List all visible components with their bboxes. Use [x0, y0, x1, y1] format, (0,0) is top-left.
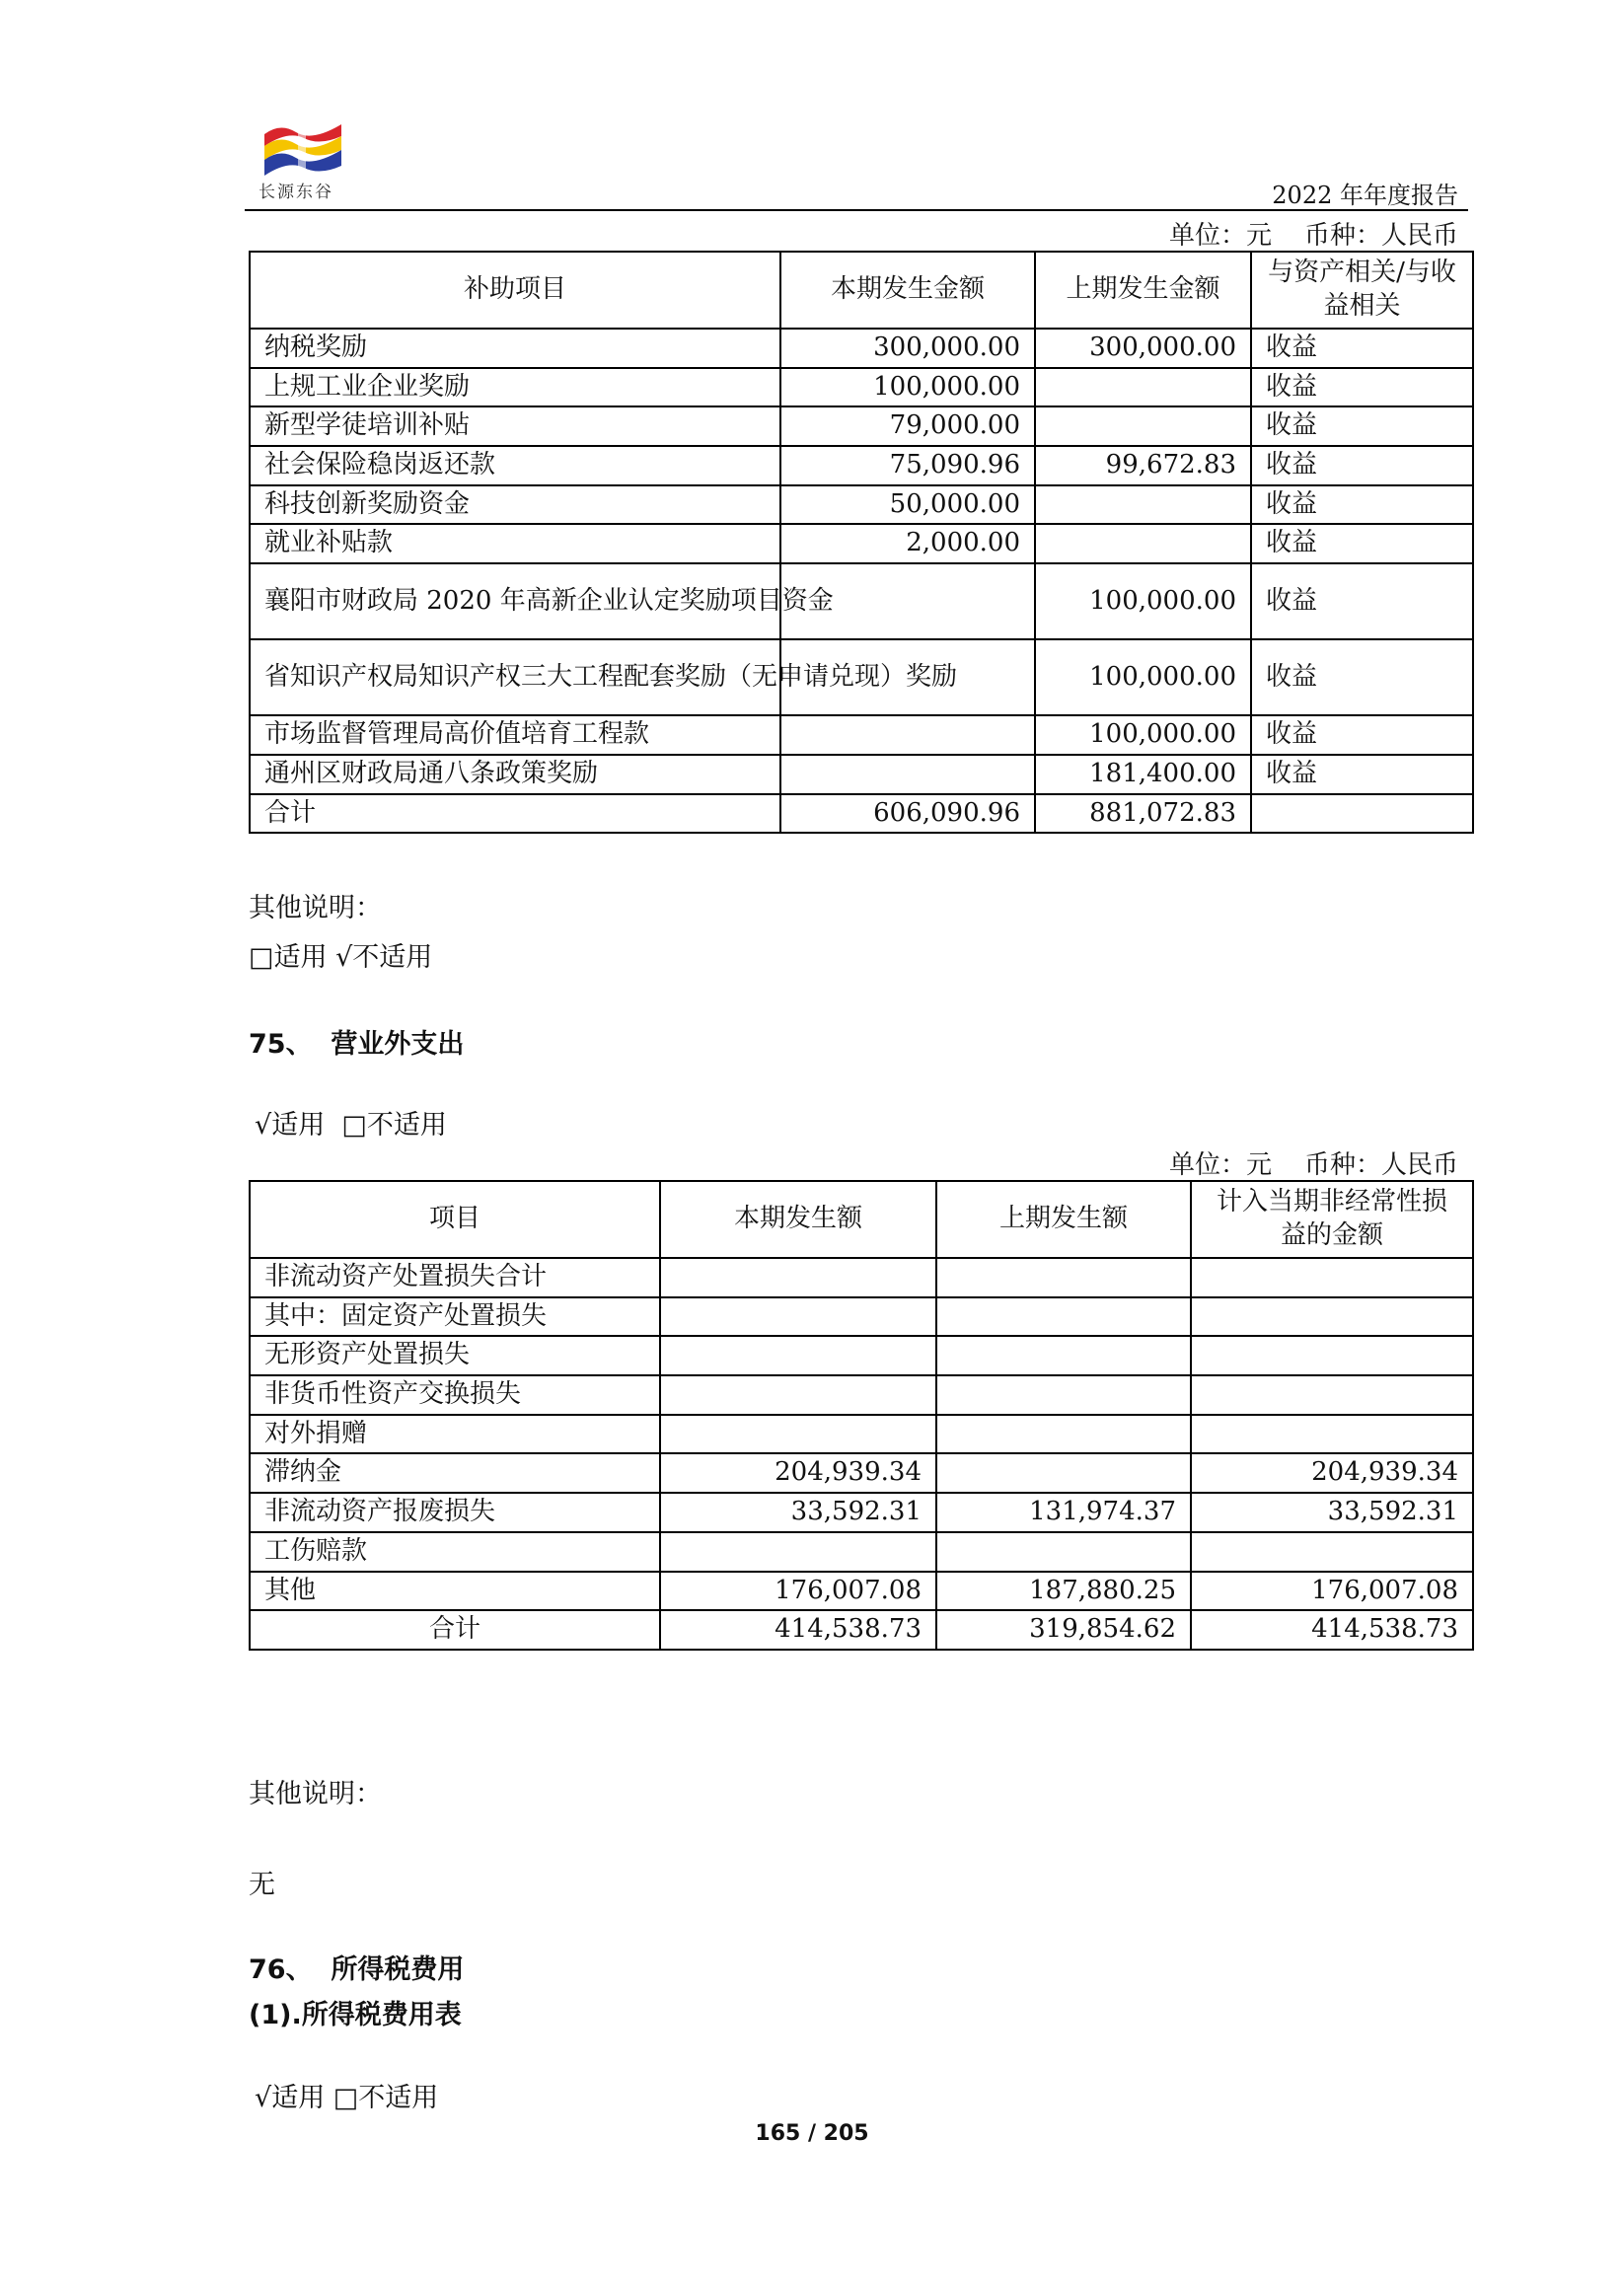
- subsidy-item-cell: 省知识产权局知识产权三大工程配套奖励（无申请兑现）奖励: [250, 639, 780, 715]
- nonop-previous-cell: [936, 1453, 1191, 1493]
- subsidy-previous-cell: 300,000.00: [1035, 329, 1251, 368]
- subsidy-current-cell: 606,090.96: [780, 794, 1035, 834]
- page-number: 165 / 205: [755, 2121, 869, 2146]
- nonop-row: [250, 1336, 1473, 1375]
- subsidy-row: [250, 524, 1473, 563]
- nonop-row: [250, 1415, 1473, 1454]
- subsidy-table: [249, 251, 1474, 834]
- subsidy-current-cell: 79,000.00: [780, 406, 1035, 446]
- subsidy-previous-cell: 99,672.83: [1035, 446, 1251, 485]
- nonop-col-previous: 上期发生额: [936, 1181, 1191, 1258]
- nonop-current-cell: [660, 1532, 936, 1572]
- nonop-nonrecurring-cell: 176,007.08: [1191, 1572, 1473, 1611]
- nonop-row: [250, 1493, 1473, 1532]
- nonoperating-expense-table: [249, 1180, 1474, 1651]
- subsidy-current-cell: 300,000.00: [780, 329, 1035, 368]
- subsidy-item-cell: 纳税奖励: [250, 329, 780, 368]
- subsidy-previous-cell: 881,072.83: [1035, 794, 1251, 834]
- nonop-current-cell: [660, 1336, 936, 1375]
- subsidy-row: [250, 368, 1473, 407]
- nonop-item-cell: 非流动资产处置损失合计: [250, 1258, 660, 1297]
- nonop-item-cell: 合计: [250, 1610, 660, 1650]
- nonop-current-cell: [660, 1375, 936, 1415]
- subsidy-type-cell: [1251, 794, 1473, 834]
- nonop-nonrecurring-cell: [1191, 1532, 1473, 1572]
- nonop-item-cell: 非流动资产报废损失: [250, 1493, 660, 1532]
- subsidy-current-cell: 50,000.00: [780, 485, 1035, 525]
- nonop-previous-cell: 319,854.62: [936, 1610, 1191, 1650]
- nonop-previous-cell: 131,974.37: [936, 1493, 1191, 1532]
- subsidy-current-cell: 2,000.00: [780, 524, 1035, 563]
- subsidy-row: [250, 446, 1473, 485]
- subsidy-row: [250, 485, 1473, 525]
- subsidy-item-cell: 上规工业企业奖励: [250, 368, 780, 407]
- section-76-subheading: (1).所得税费用表: [249, 2000, 462, 2030]
- nonop-nonrecurring-cell: 33,592.31: [1191, 1493, 1473, 1532]
- nonop-current-cell: [660, 1258, 936, 1297]
- nonop-previous-cell: 187,880.25: [936, 1572, 1191, 1611]
- report-title: 2022 年年度报告: [1272, 182, 1458, 209]
- nonop-col-nonrecurring: 计入当期非经常性损益的金额: [1191, 1181, 1473, 1258]
- nonop-nonrecurring-cell: [1191, 1258, 1473, 1297]
- subsidy-item-cell: 社会保险稳岗返还款: [250, 446, 780, 485]
- subsidy-unit-line: 单位：元 币种：人民币: [1168, 221, 1458, 251]
- subsidy-item-cell: 通州区财政局通八条政策奖励: [250, 755, 780, 794]
- subsidy-col-current: 本期发生金额: [780, 252, 1035, 329]
- subsidy-col-item: 补助项目: [250, 252, 780, 329]
- subsidy-item-cell: 科技创新奖励资金: [250, 485, 780, 525]
- subsidy-item-cell: 新型学徒培训补贴: [250, 406, 780, 446]
- section-75-other-note-label: 其他说明：: [249, 1779, 382, 1809]
- nonop-nonrecurring-cell: 204,939.34: [1191, 1453, 1473, 1493]
- section-75-applicability: √适用 □不适用: [255, 1110, 447, 1141]
- nonop-col-current: 本期发生额: [660, 1181, 936, 1258]
- nonop-item-cell: 其他: [250, 1572, 660, 1611]
- nonop-row: [250, 1453, 1473, 1493]
- subsidy-previous-cell: [1035, 524, 1251, 563]
- subsidy-row: [250, 563, 1473, 639]
- subsidy-type-cell: 收益: [1251, 563, 1473, 639]
- subsidy-current-cell: [780, 715, 1035, 755]
- section-76-heading: 76、 所得税费用: [249, 1954, 465, 1985]
- subsidy-row: [250, 639, 1473, 715]
- section-75-heading: 75、 营业外支出: [249, 1029, 465, 1060]
- subsidy-previous-cell: 100,000.00: [1035, 715, 1251, 755]
- subsidy-type-cell: 收益: [1251, 406, 1473, 446]
- logo-text: 长源东谷: [258, 183, 333, 202]
- nonop-previous-cell: [936, 1375, 1191, 1415]
- logo-icon: [258, 118, 347, 178]
- nonop-item-cell: 其中：固定资产处置损失: [250, 1297, 660, 1337]
- subsidy-item-cell: 合计: [250, 794, 780, 834]
- subsidy-previous-cell: 181,400.00: [1035, 755, 1251, 794]
- subsidy-type-cell: 收益: [1251, 639, 1473, 715]
- other-note-label: 其他说明：: [249, 893, 382, 923]
- nonop-previous-cell: [936, 1297, 1191, 1337]
- section-75-unit-line: 单位：元 币种：人民币: [1168, 1150, 1458, 1180]
- subsidy-type-cell: 收益: [1251, 755, 1473, 794]
- nonop-row: [250, 1375, 1473, 1415]
- subsidy-item-cell: 就业补贴款: [250, 524, 780, 563]
- subsidy-previous-cell: 100,000.00: [1035, 639, 1251, 715]
- subsidy-type-cell: 收益: [1251, 446, 1473, 485]
- subsidy-current-cell: 100,000.00: [780, 368, 1035, 407]
- nonop-item-cell: 滞纳金: [250, 1453, 660, 1493]
- nonop-current-cell: 414,538.73: [660, 1610, 936, 1650]
- subsidy-previous-cell: [1035, 368, 1251, 407]
- subsidy-type-cell: 收益: [1251, 485, 1473, 525]
- subsidy-col-previous: 上期发生金额: [1035, 252, 1251, 329]
- nonop-current-cell: 33,592.31: [660, 1493, 936, 1532]
- nonop-item-cell: 对外捐赠: [250, 1415, 660, 1454]
- subsidy-type-cell: 收益: [1251, 524, 1473, 563]
- subsidy-current-cell: [780, 755, 1035, 794]
- subsidy-item-cell: 市场监督管理局高价值培育工程款: [250, 715, 780, 755]
- subsidy-previous-cell: 100,000.00: [1035, 563, 1251, 639]
- nonop-row: [250, 1610, 1473, 1650]
- nonop-row: [250, 1572, 1473, 1611]
- nonop-item-cell: 无形资产处置损失: [250, 1336, 660, 1375]
- nonop-row: [250, 1297, 1473, 1337]
- section-76-applicability: √适用 □不适用: [255, 2083, 439, 2113]
- subsidy-row: [250, 794, 1473, 834]
- subsidy-type-cell: 收益: [1251, 715, 1473, 755]
- nonop-nonrecurring-cell: [1191, 1336, 1473, 1375]
- nonop-nonrecurring-cell: 414,538.73: [1191, 1610, 1473, 1650]
- nonop-current-cell: 176,007.08: [660, 1572, 936, 1611]
- nonop-previous-cell: [936, 1415, 1191, 1454]
- subsidy-row: [250, 755, 1473, 794]
- subsidy-row: [250, 329, 1473, 368]
- subsidy-current-cell: 75,090.96: [780, 446, 1035, 485]
- nonop-row: [250, 1532, 1473, 1572]
- subsidy-type-cell: 收益: [1251, 368, 1473, 407]
- subsidy-type-cell: 收益: [1251, 329, 1473, 368]
- nonop-previous-cell: [936, 1336, 1191, 1375]
- nonop-nonrecurring-cell: [1191, 1375, 1473, 1415]
- subsidy-row: [250, 406, 1473, 446]
- nonop-header-row: [250, 1181, 1473, 1258]
- section-75-other-note-text: 无: [249, 1870, 275, 1900]
- subsidy-row: [250, 715, 1473, 755]
- nonop-current-cell: 204,939.34: [660, 1453, 936, 1493]
- nonop-nonrecurring-cell: [1191, 1415, 1473, 1454]
- nonop-item-cell: 工伤赔款: [250, 1532, 660, 1572]
- nonop-item-cell: 非货币性资产交换损失: [250, 1375, 660, 1415]
- subsidy-col-type: 与资产相关/与收益相关: [1251, 252, 1473, 329]
- nonop-previous-cell: [936, 1532, 1191, 1572]
- subsidy-item-cell: 襄阳市财政局 2020 年高新企业认定奖励项目资金: [250, 563, 780, 639]
- header-divider: [245, 209, 1468, 211]
- subsidy-header-row: [250, 252, 1473, 329]
- nonop-current-cell: [660, 1297, 936, 1337]
- nonop-current-cell: [660, 1415, 936, 1454]
- nonop-previous-cell: [936, 1258, 1191, 1297]
- nonop-row: [250, 1258, 1473, 1297]
- other-note-applicability: □适用 √不适用: [249, 942, 433, 973]
- subsidy-previous-cell: [1035, 485, 1251, 525]
- nonop-nonrecurring-cell: [1191, 1297, 1473, 1337]
- subsidy-previous-cell: [1035, 406, 1251, 446]
- nonop-col-item: 项目: [250, 1181, 660, 1258]
